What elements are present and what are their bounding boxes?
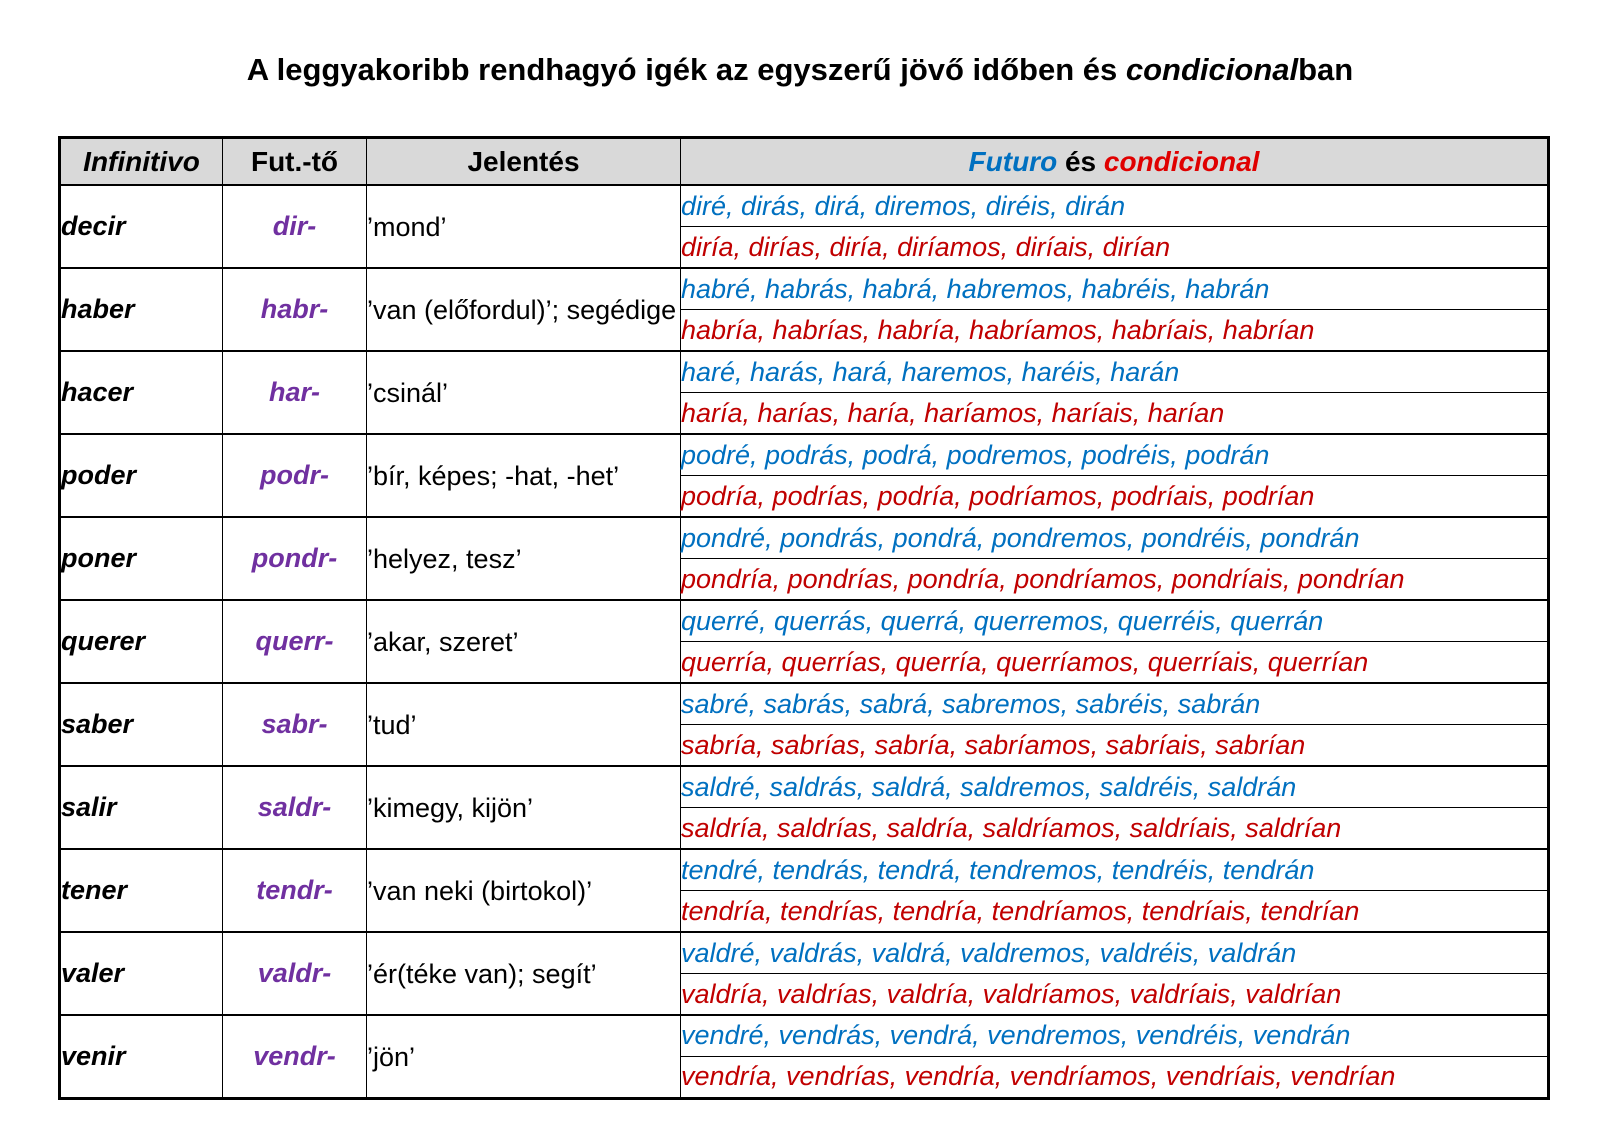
header-stem: Fut.-tő	[223, 138, 367, 186]
table-row	[60, 268, 1549, 310]
header-row	[60, 138, 1549, 186]
future-stem-cell: dir-	[223, 185, 367, 268]
futuro-forms-cell: querré, querrás, querrá, querremos, querréis, querrán	[681, 600, 1549, 642]
condicional-forms-cell: vendría, vendrías, vendría, vendríamos, vendríais, vendrían	[681, 1056, 1549, 1098]
condicional-forms-cell: habría, habrías, habría, habríamos, habríais, habrían	[681, 310, 1549, 352]
header-condicional: condicional	[1103, 145, 1260, 177]
meaning-cell: ’van neki (birtokol)’	[367, 849, 681, 932]
table-row	[60, 932, 1549, 974]
meaning-cell: ’csinál’	[367, 351, 681, 434]
table-row	[60, 849, 1549, 891]
meaning-cell: ’helyez, tesz’	[367, 517, 681, 600]
condicional-forms-cell: pondría, pondrías, pondría, pondríamos, pondríais, pondrían	[681, 559, 1549, 601]
future-stem-cell: saldr-	[223, 766, 367, 849]
infinitive-cell: decir	[60, 185, 223, 268]
title-suffix: ban	[1298, 52, 1354, 87]
condicional-forms-cell: valdría, valdrías, valdría, valdríamos, valdríais, valdrían	[681, 974, 1549, 1016]
future-stem-cell: podr-	[223, 434, 367, 517]
condicional-forms-cell: haría, harías, haría, haríamos, haríais, harían	[681, 393, 1549, 435]
futuro-forms-cell: haré, harás, hará, haremos, haréis, harán	[681, 351, 1549, 393]
futuro-forms-cell: saldré, saldrás, saldrá, saldremos, saldréis, saldrán	[681, 766, 1549, 808]
verb-table	[58, 136, 1550, 1100]
futuro-forms-cell: vendré, vendrás, vendrá, vendremos, vendréis, vendrán	[681, 1015, 1549, 1056]
meaning-cell: ’van (előfordul)’; segédige	[367, 268, 681, 351]
infinitive-cell: poder	[60, 434, 223, 517]
infinitive-cell: valer	[60, 932, 223, 1015]
futuro-forms-cell: valdré, valdrás, valdrá, valdremos, valdréis, valdrán	[681, 932, 1549, 974]
infinitive-cell: haber	[60, 268, 223, 351]
header-futuro: Futuro	[968, 145, 1058, 177]
condicional-forms-cell: saldría, saldrías, saldría, saldríamos, saldríais, saldrían	[681, 808, 1549, 850]
condicional-forms-cell: diría, dirías, diría, diríamos, diríais, dirían	[681, 227, 1549, 269]
verb-table-body	[60, 185, 1549, 1099]
futuro-forms-cell: tendré, tendrás, tendrá, tendremos, tendréis, tendrán	[681, 849, 1549, 891]
futuro-forms-cell: diré, dirás, dirá, diremos, diréis, dirán	[681, 185, 1549, 227]
future-stem-cell: habr-	[223, 268, 367, 351]
infinitive-cell: hacer	[60, 351, 223, 434]
table-row	[60, 683, 1549, 725]
page-title	[0, 52, 1600, 88]
condicional-forms-cell: tendría, tendrías, tendría, tendríamos, tendríais, tendrían	[681, 891, 1549, 933]
title-italic: condicional	[1125, 52, 1299, 87]
title-prefix: A leggyakoribb rendhagyó igék az egyszerű jövő időben és	[246, 52, 1126, 87]
condicional-forms-cell: sabría, sabrías, sabría, sabríamos, sabríais, sabrían	[681, 725, 1549, 767]
futuro-forms-cell: pondré, pondrás, pondrá, pondremos, pondréis, pondrán	[681, 517, 1549, 559]
futuro-forms-cell: podré, podrás, podrá, podremos, podréis, podrán	[681, 434, 1549, 476]
infinitive-cell: poner	[60, 517, 223, 600]
table-row	[60, 1015, 1549, 1056]
header-conjugation	[681, 138, 1549, 186]
future-stem-cell: har-	[223, 351, 367, 434]
future-stem-cell: vendr-	[223, 1015, 367, 1099]
meaning-cell: ’tud’	[367, 683, 681, 766]
future-stem-cell: tendr-	[223, 849, 367, 932]
future-stem-cell: querr-	[223, 600, 367, 683]
meaning-cell: ’mond’	[367, 185, 681, 268]
header-infinitivo: Infinitivo	[60, 138, 223, 186]
future-stem-cell: pondr-	[223, 517, 367, 600]
infinitive-cell: tener	[60, 849, 223, 932]
table-row	[60, 766, 1549, 808]
condicional-forms-cell: podría, podrías, podría, podríamos, podríais, podrían	[681, 476, 1549, 518]
header-and: és	[1057, 145, 1104, 177]
futuro-forms-cell: habré, habrás, habrá, habremos, habréis, habrán	[681, 268, 1549, 310]
meaning-cell: ’ér(téke van); segít’	[367, 932, 681, 1015]
future-stem-cell: sabr-	[223, 683, 367, 766]
meaning-cell: ’akar, szeret’	[367, 600, 681, 683]
table-row	[60, 600, 1549, 642]
meaning-cell: ’kimegy, kijön’	[367, 766, 681, 849]
table-row	[60, 351, 1549, 393]
futuro-forms-cell: sabré, sabrás, sabrá, sabremos, sabréis, sabrán	[681, 683, 1549, 725]
infinitive-cell: saber	[60, 683, 223, 766]
header-meaning: Jelentés	[367, 138, 681, 186]
condicional-forms-cell: querría, querrías, querría, querríamos, querríais, querrían	[681, 642, 1549, 684]
meaning-cell: ’bír, képes; -hat, -het’	[367, 434, 681, 517]
table-row	[60, 434, 1549, 476]
infinitive-cell: salir	[60, 766, 223, 849]
table-row	[60, 517, 1549, 559]
infinitive-cell: querer	[60, 600, 223, 683]
future-stem-cell: valdr-	[223, 932, 367, 1015]
table-row	[60, 185, 1549, 227]
infinitive-cell: venir	[60, 1015, 223, 1099]
meaning-cell: ’jön’	[367, 1015, 681, 1099]
